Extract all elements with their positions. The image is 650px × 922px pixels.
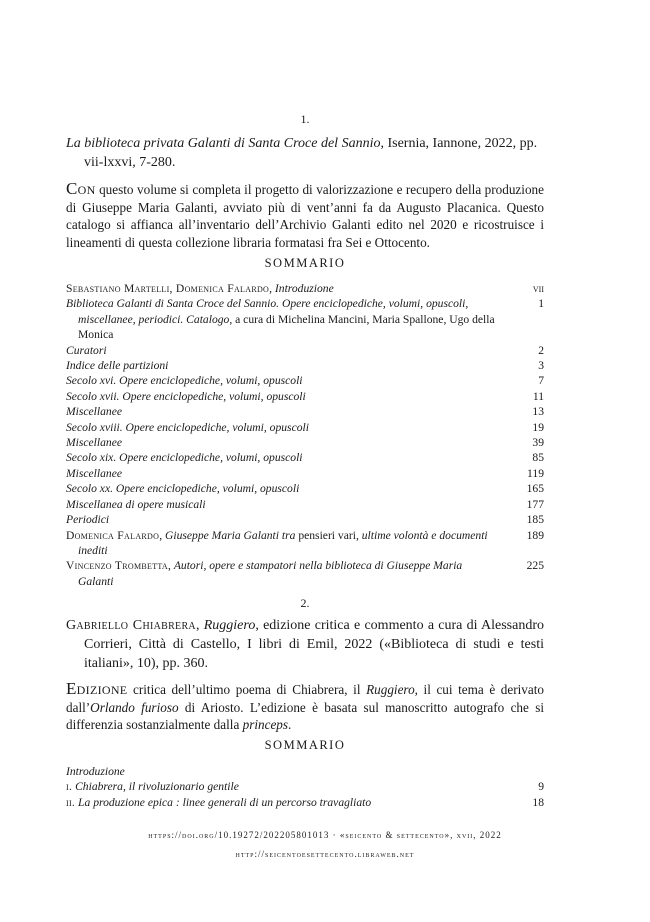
toc-title: Miscellanee <box>66 405 123 419</box>
toc-author: Vincenzo Trombetta <box>66 559 169 573</box>
toc-row <box>66 497 544 512</box>
toc-entry <box>66 481 522 496</box>
toc-entry <box>66 779 522 794</box>
toc-chapter-number: ii. <box>66 795 76 809</box>
description-initial: Edizione <box>66 679 128 698</box>
toc-row <box>66 373 544 388</box>
toc-title: Secolo xviii. Opere enciclopediche, volumi, opuscoli <box>66 420 309 434</box>
toc-page-number: 165 <box>526 482 544 496</box>
toc-row <box>66 528 544 559</box>
table-of-contents <box>66 764 544 810</box>
toc-title: Miscellanea di opere musicali <box>66 497 206 511</box>
toc-row <box>66 558 544 589</box>
toc-title: Curatori <box>66 343 107 357</box>
author-name: Gabriello Chiabrera <box>66 618 196 633</box>
toc-page-number: 3 <box>538 359 544 373</box>
toc-entry <box>66 435 522 450</box>
toc-row <box>66 450 544 465</box>
toc-entry <box>66 281 522 296</box>
toc-author: Domenica Falardo <box>66 528 160 542</box>
toc-chapter-number: i. <box>66 780 73 794</box>
toc-page-number: 225 <box>526 559 544 573</box>
toc-title: Secolo xvii. Opere enciclopediche, volumi, opuscoli <box>66 389 306 403</box>
toc-page-number: 11 <box>532 389 544 403</box>
toc-entry <box>66 404 522 419</box>
toc-row <box>66 512 544 527</box>
toc-title: Introduzione <box>274 282 334 295</box>
table-of-contents <box>66 281 544 589</box>
toc-title: Miscellanee <box>66 436 123 450</box>
work-title: princeps <box>242 717 289 732</box>
toc-title: Biblioteca Galanti di Santa Croce del Sannio. Opere enciclopediche, volumi, opuscoli, miscellanee, periodici. Catalogo <box>66 297 469 326</box>
bibliographic-entry <box>66 134 544 172</box>
toc-entry <box>66 558 522 589</box>
toc-entry <box>66 528 522 559</box>
toc-entry <box>66 420 522 435</box>
toc-separator: , <box>269 282 275 295</box>
toc-title: Giuseppe Maria Galanti tra <box>164 528 296 542</box>
toc-intro <box>66 764 544 779</box>
sommario-heading: SOMMARIO <box>264 738 346 752</box>
toc-entry <box>66 466 522 481</box>
toc-page-number: 18 <box>532 795 544 809</box>
book-title: Ruggiero <box>203 618 256 633</box>
footer-url: http://seicentoesettecento.libraweb.net <box>235 849 415 859</box>
entry-description <box>66 680 544 734</box>
toc-page-number: 177 <box>526 497 544 511</box>
toc-separator: , <box>159 528 165 542</box>
toc-entry <box>66 389 522 404</box>
book-details: , edizione critica e commento a cura di Alessandro Corrieri, Città di Castello, I libri di Emil, 2022 («Biblioteca di studi e testi italiani», 10), pp. 360. <box>84 618 545 671</box>
toc-title: , ultime volontà e documenti inediti <box>78 528 488 557</box>
toc-page-number: vii <box>532 282 544 295</box>
toc-entry <box>66 512 522 527</box>
toc-page-number: 85 <box>532 451 544 465</box>
toc-row <box>66 795 544 810</box>
toc-title: Autori, opere e stampatori nella biblioteca di Giuseppe Maria Galanti <box>78 559 463 588</box>
footer-doi: https://doi.org/10.19272/202205801013 · «seicento & settecento», xvii, 2022 <box>148 830 502 840</box>
sommario-heading: SOMMARIO <box>264 256 346 270</box>
toc-entry <box>66 343 522 358</box>
entry-number: 2. <box>300 596 310 610</box>
toc-title: Chiabrera, il rivoluzionario gentile <box>75 780 239 794</box>
toc-page-number: 13 <box>532 405 544 419</box>
toc-page-number: 189 <box>526 528 544 542</box>
entry-number: 1. <box>300 112 310 126</box>
description-text: . <box>288 717 292 732</box>
toc-row <box>66 404 544 419</box>
toc-row <box>66 466 544 481</box>
toc-page-number: 9 <box>538 780 544 794</box>
toc-row <box>66 420 544 435</box>
toc-page-number: 39 <box>532 436 544 450</box>
toc-page-number: 7 <box>538 374 544 388</box>
toc-page-number: 119 <box>527 466 544 480</box>
description-initial: Con <box>66 179 96 198</box>
toc-page-number: 2 <box>538 343 544 357</box>
toc-title: Introduzione <box>66 765 125 778</box>
toc-page-number: 185 <box>526 513 544 527</box>
toc-title: Secolo xvi. Opere enciclopediche, volumi, opuscoli <box>66 374 303 388</box>
bibliographic-entry: Gabriello Chiabrera, Ruggiero, edizione critica e commento a cura di Alessandro Corrieri, Città di Castello, I libri di Emil, 2022 («Biblioteca di studi e testi italiani», 10), pp. 360. <box>66 618 545 671</box>
entry-description <box>66 180 544 251</box>
toc-title: Periodici <box>66 513 110 527</box>
book-details: , Isernia, Iannone, 2022, pp. vii-lxxvi, 7-280. <box>84 136 538 170</box>
toc-row <box>66 779 544 794</box>
toc-row <box>66 358 544 373</box>
toc-entry <box>66 795 522 810</box>
toc-separator: , <box>168 559 174 573</box>
description-text: questo volume si completa il progetto di valorizzazione e recupero della produzione di Giuseppe Maria Galanti, avviato più di vent’anni fa da Augusto Placanica. Questo catalogo si affianca all’inventario dell’Archivio Galanti edito nel 2020 e ricostruisce i lineamenti di questa collezione libraria formatasi fra Sei e Ottocento. <box>66 182 544 250</box>
toc-entry <box>66 450 522 465</box>
toc-entry <box>66 373 522 388</box>
toc-title: Secolo xix. Opere enciclopediche, volumi, opuscoli <box>66 451 303 465</box>
toc-title: Indice delle partizioni <box>66 359 169 373</box>
toc-title: La produzione epica : linee generali di un percorso travagliato <box>78 795 372 809</box>
toc-title: Miscellanee <box>66 466 123 480</box>
description-text: , il cui tema è derivato dall’ <box>66 682 544 715</box>
toc-entry <box>66 497 522 512</box>
toc-entry <box>66 296 522 342</box>
toc-title: Secolo xx. Opere enciclopediche, volumi, opuscoli <box>66 482 300 496</box>
toc-note: pensieri vari <box>295 528 356 542</box>
book-title: La biblioteca privata Galanti di Santa Croce del Sannio <box>66 136 381 151</box>
toc-entry <box>66 358 522 373</box>
toc-row <box>66 281 544 296</box>
toc-row <box>66 389 544 404</box>
description-text: di Ariosto. L’edizione è basata sul manoscritto autografo che si differenzia sostanzialmente dalla <box>66 699 544 732</box>
toc-row <box>66 435 544 450</box>
toc-page-number: 19 <box>532 420 544 434</box>
work-title: Ruggiero <box>366 682 415 697</box>
toc-note: , a cura di Michelina Mancini, Maria Spallone, Ugo della Monica <box>78 312 495 342</box>
toc-author: Sebastiano Martelli, Domenica Falardo <box>66 282 270 295</box>
toc-page-number: 1 <box>538 297 544 311</box>
toc-row <box>66 343 544 358</box>
toc-row <box>66 296 544 342</box>
toc-row <box>66 481 544 496</box>
description-text: critica dell’ultimo poema di Chiabrera, il <box>127 682 367 697</box>
work-title: Orlando furioso <box>90 699 179 715</box>
